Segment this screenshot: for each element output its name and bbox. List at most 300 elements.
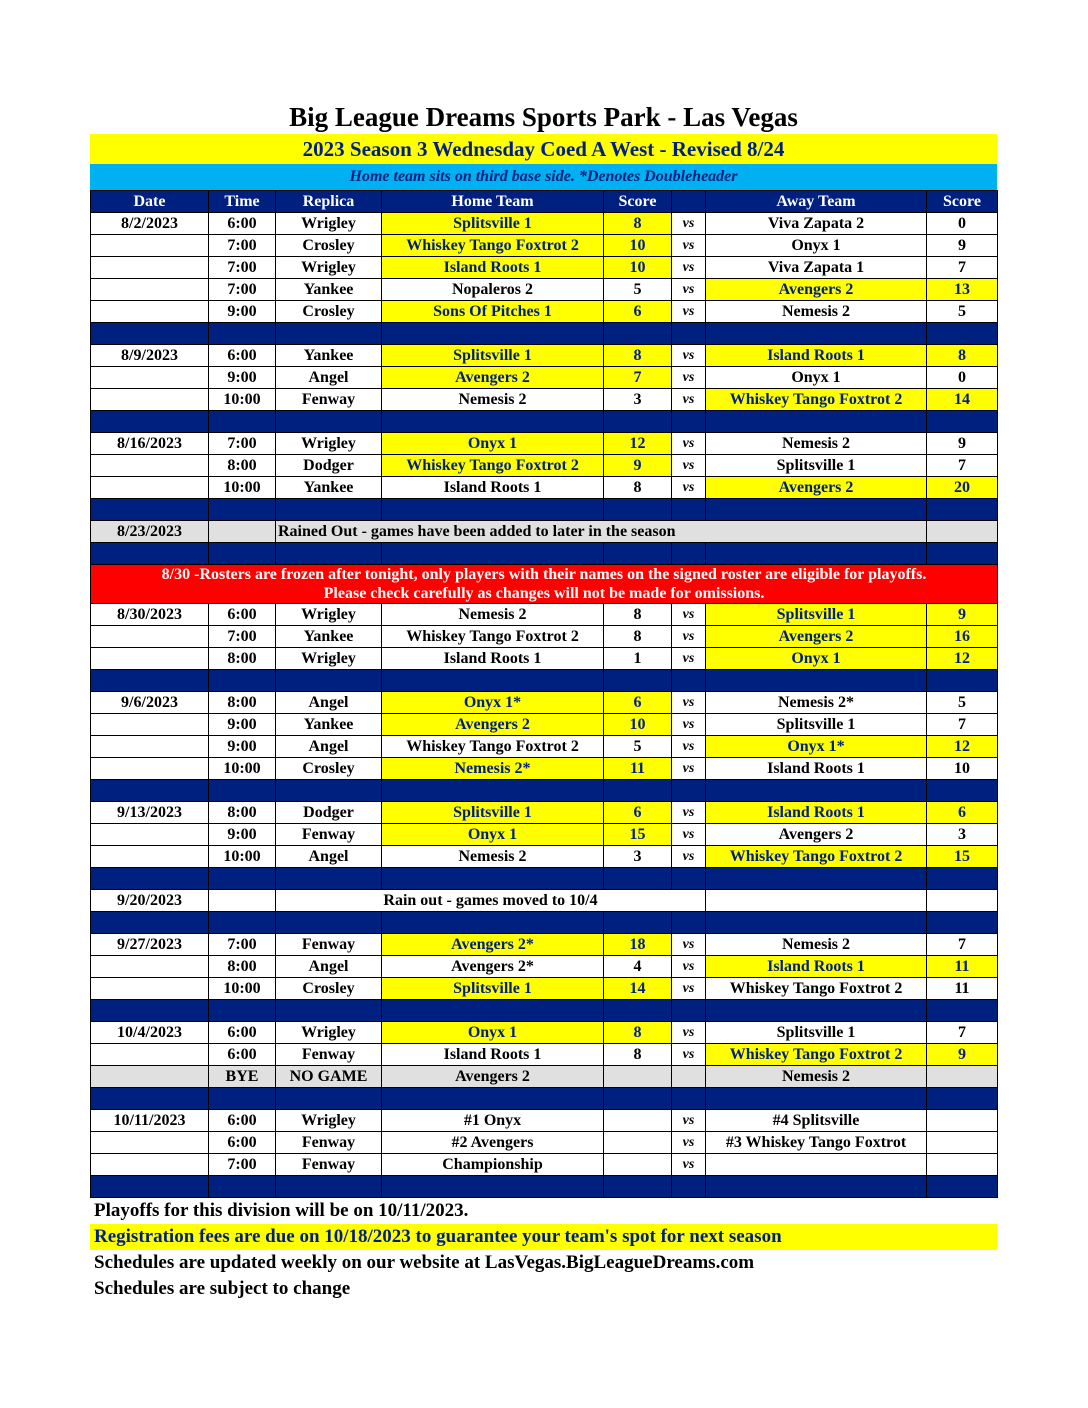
header-home-score: Score <box>604 191 672 213</box>
game-row <box>91 367 998 389</box>
vs-label: vs <box>672 1110 706 1132</box>
home-score: 10 <box>604 714 672 736</box>
week-separator <box>91 1088 998 1110</box>
game-date <box>91 367 209 389</box>
replica-field: Crosley <box>276 301 382 323</box>
home-team: Splitsville 1 <box>382 213 604 235</box>
vs-label: vs <box>672 279 706 301</box>
schedule-table <box>90 190 998 1198</box>
game-time: 6:00 <box>209 345 276 367</box>
away-score: 14 <box>927 389 998 411</box>
replica-field: Crosley <box>276 235 382 257</box>
replica-field: Angel <box>276 692 382 714</box>
rainout-text: Rained Out - games have been added to later in the season <box>276 521 927 543</box>
week-separator <box>91 1176 998 1198</box>
website-note: Schedules are updated weekly on our website at LasVegas.BigLeagueDreams.com <box>94 1252 755 1273</box>
game-date: 8/2/2023 <box>91 213 209 235</box>
header-away-score: Score <box>927 191 998 213</box>
vs-label: vs <box>672 758 706 780</box>
game-date <box>91 389 209 411</box>
away-score: 9 <box>927 433 998 455</box>
home-team: Onyx 1* <box>382 692 604 714</box>
header-row <box>91 191 998 213</box>
away-score: 5 <box>927 301 998 323</box>
game-row <box>91 1022 998 1044</box>
away-team: Nemesis 2 <box>706 934 927 956</box>
replica-field: Yankee <box>276 477 382 499</box>
away-score <box>927 1110 998 1132</box>
game-time: 8:00 <box>209 692 276 714</box>
away-team: Avengers 2 <box>706 824 927 846</box>
away-team: Splitsville 1 <box>706 455 927 477</box>
replica-field: Wrigley <box>276 257 382 279</box>
home-team: Whiskey Tango Foxtrot 2 <box>382 455 604 477</box>
vs-label: vs <box>672 1132 706 1154</box>
game-date <box>91 1154 209 1176</box>
vs-label: vs <box>672 477 706 499</box>
home-score: 5 <box>604 279 672 301</box>
game-date <box>91 477 209 499</box>
home-team: Championship <box>382 1154 604 1176</box>
replica-field: Fenway <box>276 1132 382 1154</box>
home-score: 10 <box>604 235 672 257</box>
vs-label: vs <box>672 345 706 367</box>
home-team: Island Roots 1 <box>382 477 604 499</box>
week-separator <box>91 499 998 521</box>
home-score: 15 <box>604 824 672 846</box>
game-time: 6:00 <box>209 213 276 235</box>
vs-label: vs <box>672 213 706 235</box>
away-score: 7 <box>927 455 998 477</box>
game-row <box>91 802 998 824</box>
home-team: Avengers 2* <box>382 934 604 956</box>
game-date <box>91 1044 209 1066</box>
replica-field: Fenway <box>276 824 382 846</box>
vs-label: vs <box>672 802 706 824</box>
game-row <box>91 604 998 626</box>
week-separator <box>91 670 998 692</box>
replica-field: Dodger <box>276 455 382 477</box>
bye-home-team: Avengers 2 <box>382 1066 604 1088</box>
game-time: 7:00 <box>209 279 276 301</box>
game-row <box>91 433 998 455</box>
no-game-label: NO GAME <box>276 1066 382 1088</box>
away-score: 0 <box>927 213 998 235</box>
game-date <box>91 455 209 477</box>
away-team: Onyx 1 <box>706 367 927 389</box>
away-score: 15 <box>927 846 998 868</box>
rainout-date: 9/20/2023 <box>91 890 209 912</box>
game-row <box>91 301 998 323</box>
away-score: 12 <box>927 736 998 758</box>
vs-label: vs <box>672 736 706 758</box>
replica-field: Angel <box>276 846 382 868</box>
away-team: #4 Splitsville <box>706 1110 927 1132</box>
home-score: 1 <box>604 648 672 670</box>
away-score: 11 <box>927 956 998 978</box>
home-team: #2 Avengers <box>382 1132 604 1154</box>
home-score <box>604 1132 672 1154</box>
rainout-row <box>91 890 998 912</box>
home-score <box>604 1154 672 1176</box>
game-row <box>91 824 998 846</box>
game-row <box>91 389 998 411</box>
away-team: Avengers 2 <box>706 477 927 499</box>
roster-notice <box>91 565 998 604</box>
home-score: 11 <box>604 758 672 780</box>
game-date <box>91 235 209 257</box>
header-vs <box>672 191 706 213</box>
game-date <box>91 257 209 279</box>
home-team: Nemesis 2 <box>382 604 604 626</box>
game-time: 9:00 <box>209 367 276 389</box>
game-row <box>91 714 998 736</box>
game-row <box>91 279 998 301</box>
away-team: Viva Zapata 2 <box>706 213 927 235</box>
game-time: 8:00 <box>209 455 276 477</box>
home-team: Avengers 2 <box>382 367 604 389</box>
home-team: Onyx 1 <box>382 824 604 846</box>
game-row <box>91 846 998 868</box>
away-score: 3 <box>927 824 998 846</box>
vs-label: vs <box>672 1044 706 1066</box>
game-time: 9:00 <box>209 301 276 323</box>
away-score <box>927 1132 998 1154</box>
game-row <box>91 213 998 235</box>
away-score: 20 <box>927 477 998 499</box>
game-row <box>91 477 998 499</box>
home-score: 8 <box>604 477 672 499</box>
home-score: 14 <box>604 978 672 1000</box>
game-time: 7:00 <box>209 1154 276 1176</box>
home-score: 6 <box>604 301 672 323</box>
game-date <box>91 824 209 846</box>
game-date: 8/16/2023 <box>91 433 209 455</box>
game-row <box>91 736 998 758</box>
replica-field: Fenway <box>276 389 382 411</box>
away-team: Onyx 1 <box>706 648 927 670</box>
home-score: 4 <box>604 956 672 978</box>
week-separator <box>91 912 998 934</box>
away-team: Island Roots 1 <box>706 802 927 824</box>
home-team: #1 Onyx <box>382 1110 604 1132</box>
game-time: 8:00 <box>209 648 276 670</box>
vs-label: vs <box>672 978 706 1000</box>
game-time: 10:00 <box>209 477 276 499</box>
away-score: 9 <box>927 1044 998 1066</box>
away-score: 7 <box>927 257 998 279</box>
away-team: Avengers 2 <box>706 279 927 301</box>
away-team: Island Roots 1 <box>706 956 927 978</box>
away-team: Viva Zapata 1 <box>706 257 927 279</box>
game-date: 9/6/2023 <box>91 692 209 714</box>
away-team <box>706 1154 927 1176</box>
away-score: 9 <box>927 235 998 257</box>
game-row <box>91 1154 998 1176</box>
home-score: 10 <box>604 257 672 279</box>
home-score: 18 <box>604 934 672 956</box>
home-team: Sons Of Pitches 1 <box>382 301 604 323</box>
header-date: Date <box>91 191 209 213</box>
game-date <box>91 956 209 978</box>
game-time: 9:00 <box>209 736 276 758</box>
away-score: 10 <box>927 758 998 780</box>
home-score: 9 <box>604 455 672 477</box>
header-time: Time <box>209 191 276 213</box>
home-team: Avengers 2* <box>382 956 604 978</box>
away-score: 7 <box>927 714 998 736</box>
away-score: 16 <box>927 626 998 648</box>
game-date <box>91 1132 209 1154</box>
game-time: 6:00 <box>209 1022 276 1044</box>
vs-label: vs <box>672 846 706 868</box>
replica-field: Fenway <box>276 1044 382 1066</box>
game-row <box>91 648 998 670</box>
away-team: Splitsville 1 <box>706 1022 927 1044</box>
game-date <box>91 626 209 648</box>
home-score: 6 <box>604 692 672 714</box>
home-team: Whiskey Tango Foxtrot 2 <box>382 736 604 758</box>
game-time: 7:00 <box>209 934 276 956</box>
game-date <box>91 846 209 868</box>
game-time: 6:00 <box>209 1110 276 1132</box>
home-team: Avengers 2 <box>382 714 604 736</box>
vs-label: vs <box>672 604 706 626</box>
vs-label: vs <box>672 934 706 956</box>
game-time: 10:00 <box>209 758 276 780</box>
replica-field: Crosley <box>276 758 382 780</box>
playoffs-note: Playoffs for this division will be on 10/11/2023. <box>94 1200 469 1221</box>
away-team: #3 Whiskey Tango Foxtrot <box>706 1132 927 1154</box>
game-time: 9:00 <box>209 714 276 736</box>
replica-field: Yankee <box>276 714 382 736</box>
home-team: Nemesis 2 <box>382 389 604 411</box>
vs-label: vs <box>672 389 706 411</box>
away-score: 7 <box>927 934 998 956</box>
game-row <box>91 956 998 978</box>
away-score: 8 <box>927 345 998 367</box>
home-score: 8 <box>604 1022 672 1044</box>
game-date: 9/13/2023 <box>91 802 209 824</box>
game-date <box>91 758 209 780</box>
home-team: Onyx 1 <box>382 433 604 455</box>
game-row <box>91 1044 998 1066</box>
game-date <box>91 736 209 758</box>
game-date <box>91 648 209 670</box>
game-time: 10:00 <box>209 978 276 1000</box>
home-score: 8 <box>604 213 672 235</box>
week-separator <box>91 411 998 433</box>
game-row <box>91 978 998 1000</box>
away-score: 7 <box>927 1022 998 1044</box>
replica-field: Fenway <box>276 934 382 956</box>
home-score: 6 <box>604 802 672 824</box>
game-row <box>91 235 998 257</box>
game-date: 10/11/2023 <box>91 1110 209 1132</box>
away-score: 9 <box>927 604 998 626</box>
header-away-team: Away Team <box>706 191 927 213</box>
replica-field: Wrigley <box>276 1110 382 1132</box>
replica-field: Crosley <box>276 978 382 1000</box>
vs-label: vs <box>672 257 706 279</box>
replica-field: Wrigley <box>276 604 382 626</box>
home-team: Whiskey Tango Foxtrot 2 <box>382 235 604 257</box>
home-team: Nopaleros 2 <box>382 279 604 301</box>
header-home-team: Home Team <box>382 191 604 213</box>
home-team: Splitsville 1 <box>382 978 604 1000</box>
replica-field: Angel <box>276 367 382 389</box>
game-date <box>91 279 209 301</box>
game-time: 6:00 <box>209 1132 276 1154</box>
game-time: 7:00 <box>209 235 276 257</box>
game-row <box>91 257 998 279</box>
game-date <box>91 978 209 1000</box>
home-score: 8 <box>604 626 672 648</box>
game-row <box>91 692 998 714</box>
header-replica: Replica <box>276 191 382 213</box>
home-score: 8 <box>604 1044 672 1066</box>
away-team: Onyx 1 <box>706 235 927 257</box>
week-separator <box>91 868 998 890</box>
away-team: Island Roots 1 <box>706 758 927 780</box>
vs-label: vs <box>672 1154 706 1176</box>
roster-notice-row <box>91 565 998 604</box>
game-date: 9/27/2023 <box>91 934 209 956</box>
replica-field: Yankee <box>276 345 382 367</box>
away-team: Onyx 1* <box>706 736 927 758</box>
home-team: Splitsville 1 <box>382 345 604 367</box>
week-separator <box>91 543 998 565</box>
game-row <box>91 345 998 367</box>
game-date: 8/9/2023 <box>91 345 209 367</box>
game-time: 10:00 <box>209 846 276 868</box>
away-score: 5 <box>927 692 998 714</box>
away-score: 11 <box>927 978 998 1000</box>
vs-label: vs <box>672 714 706 736</box>
game-date: 8/30/2023 <box>91 604 209 626</box>
home-score: 5 <box>604 736 672 758</box>
game-time: 10:00 <box>209 389 276 411</box>
bye-label: BYE <box>209 1066 276 1088</box>
bye-away-team: Nemesis 2 <box>706 1066 927 1088</box>
game-row <box>91 626 998 648</box>
home-team: Whiskey Tango Foxtrot 2 <box>382 626 604 648</box>
home-team: Nemesis 2* <box>382 758 604 780</box>
replica-field: Yankee <box>276 279 382 301</box>
registration-note: Registration fees are due on 10/18/2023 to guarantee your team's spot for next season <box>90 1224 997 1250</box>
game-time: 8:00 <box>209 802 276 824</box>
away-team: Nemesis 2* <box>706 692 927 714</box>
replica-field: Fenway <box>276 1154 382 1176</box>
home-score: 8 <box>604 604 672 626</box>
home-score: 8 <box>604 345 672 367</box>
away-team: Splitsville 1 <box>706 604 927 626</box>
game-row <box>91 455 998 477</box>
game-time: 8:00 <box>209 956 276 978</box>
away-score: 12 <box>927 648 998 670</box>
vs-label: vs <box>672 626 706 648</box>
roster-notice-line2: Please check carefully as changes will not be made for omissions. <box>323 585 765 602</box>
week-separator <box>91 780 998 802</box>
vs-label: vs <box>672 1022 706 1044</box>
replica-field: Wrigley <box>276 1022 382 1044</box>
home-team: Onyx 1 <box>382 1022 604 1044</box>
replica-field: Yankee <box>276 626 382 648</box>
season-subtitle: 2023 Season 3 Wednesday Coed A West - Revised 8/24 <box>90 134 997 164</box>
away-score: 6 <box>927 802 998 824</box>
game-row <box>91 1132 998 1154</box>
home-score: 3 <box>604 389 672 411</box>
game-date <box>91 714 209 736</box>
page-title: Big League Dreams Sports Park - Las Vegas <box>289 102 798 132</box>
vs-label: vs <box>672 301 706 323</box>
game-date <box>91 301 209 323</box>
schedule-body <box>91 213 998 1198</box>
away-score: 0 <box>927 367 998 389</box>
game-time: 7:00 <box>209 257 276 279</box>
vs-label: vs <box>672 648 706 670</box>
home-team-note: Home team sits on third base side. *Denotes Doubleheader <box>90 164 997 190</box>
replica-field: Wrigley <box>276 648 382 670</box>
vs-label: vs <box>672 367 706 389</box>
replica-field: Wrigley <box>276 213 382 235</box>
home-team: Island Roots 1 <box>382 648 604 670</box>
game-row <box>91 934 998 956</box>
replica-field: Angel <box>276 736 382 758</box>
away-team: Avengers 2 <box>706 626 927 648</box>
home-score: 12 <box>604 433 672 455</box>
replica-field: Dodger <box>276 802 382 824</box>
home-team: Splitsville 1 <box>382 802 604 824</box>
home-score <box>604 1110 672 1132</box>
game-row <box>91 1110 998 1132</box>
away-team: Whiskey Tango Foxtrot 2 <box>706 1044 927 1066</box>
home-team: Island Roots 1 <box>382 257 604 279</box>
away-team: Splitsville 1 <box>706 714 927 736</box>
week-separator <box>91 323 998 345</box>
home-score: 3 <box>604 846 672 868</box>
bye-row <box>91 1066 998 1088</box>
vs-label: vs <box>672 692 706 714</box>
game-row <box>91 758 998 780</box>
game-date: 10/4/2023 <box>91 1022 209 1044</box>
away-team: Whiskey Tango Foxtrot 2 <box>706 389 927 411</box>
week-separator <box>91 1000 998 1022</box>
vs-label: vs <box>672 455 706 477</box>
home-score: 7 <box>604 367 672 389</box>
away-team: Whiskey Tango Foxtrot 2 <box>706 846 927 868</box>
home-team: Nemesis 2 <box>382 846 604 868</box>
rainout-text: Rain out - games moved to 10/4 <box>276 890 706 912</box>
replica-field: Wrigley <box>276 433 382 455</box>
game-time: 9:00 <box>209 824 276 846</box>
rainout-row <box>91 521 998 543</box>
away-team: Nemesis 2 <box>706 301 927 323</box>
away-team: Nemesis 2 <box>706 433 927 455</box>
game-time: 6:00 <box>209 1044 276 1066</box>
away-team: Whiskey Tango Foxtrot 2 <box>706 978 927 1000</box>
change-note: Schedules are subject to change <box>94 1278 351 1299</box>
vs-label: vs <box>672 433 706 455</box>
vs-label: vs <box>672 235 706 257</box>
vs-label: vs <box>672 956 706 978</box>
roster-notice-line1: 8/30 -Rosters are frozen after tonight, only players with their names on the signed roster are eligible for playoffs. <box>161 566 927 583</box>
away-score: 13 <box>927 279 998 301</box>
schedule-page <box>90 100 997 1302</box>
rainout-date: 8/23/2023 <box>91 521 209 543</box>
away-team: Island Roots 1 <box>706 345 927 367</box>
home-team: Island Roots 1 <box>382 1044 604 1066</box>
